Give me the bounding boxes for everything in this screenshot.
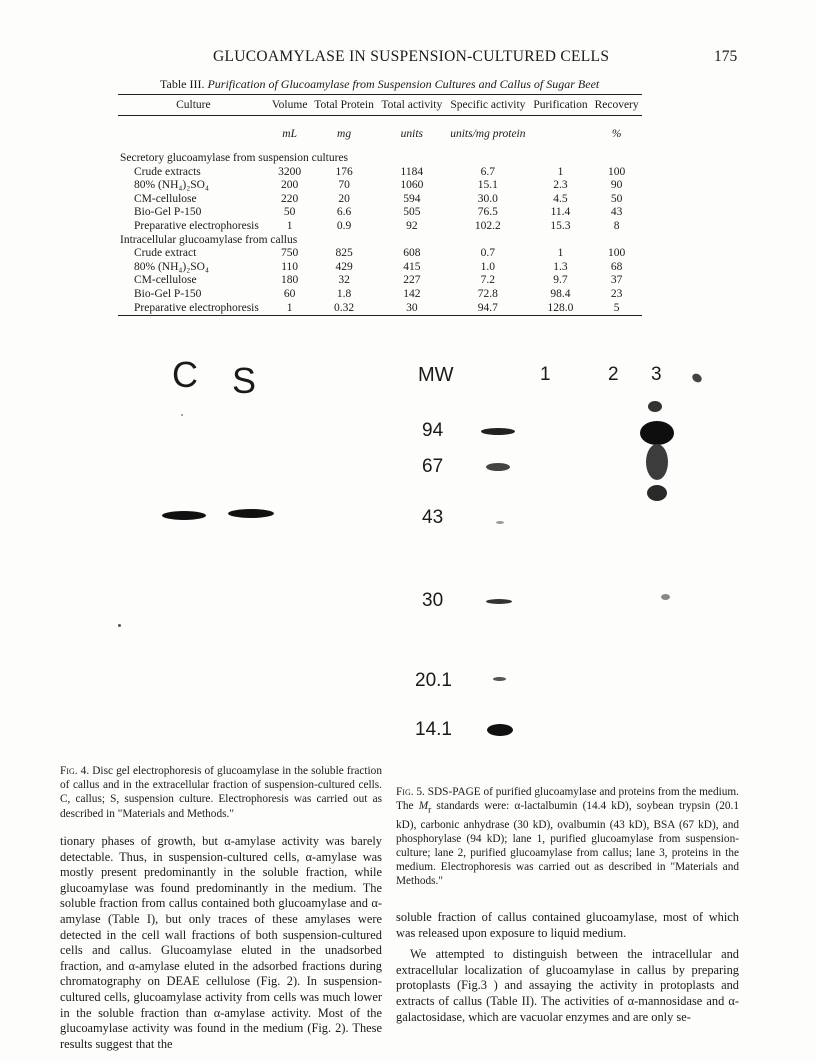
table-cell: 1184 (400, 165, 424, 178)
table-cell: 1 (557, 165, 564, 178)
fig5-marker-band-30 (486, 599, 512, 604)
row-label: CM-cellulose (134, 192, 197, 205)
body-paragraph: tionary phases of growth, but α-amylase activity was barely detectable. Thus, in suspension-cultured cells, α-amylase was mostly present predominantly in the soluble fraction, while glucoamylase was found predominantly in the medium. The soluble fraction from callus contained both glucoamylase and α-amylase (Table I), but only traces of these amylases were detected in the cell wall fractions of both suspension-cultured cells and callus. Glucoamylase eluted in the unadsorbed fraction, and α-amylase eluted in the adsorbed fractions during chromatography on DEAE cellulose (Fig. 2). In suspension-cultured cells, glucoamylase activity from cells was much lower in the soluble fraction than α-amylase activity. Most of the glucoamylase activity was found in the medium (Fig. 2). These results suggest that the (60, 834, 382, 1051)
table-cell: 1 (286, 219, 293, 232)
table-row (118, 206, 642, 220)
fig5-mw-30: 30 (422, 590, 444, 611)
table-cell: 23 (610, 287, 623, 300)
fig5-lane3-band (661, 594, 670, 600)
table-title: Purification of Glucoamylase from Suspension Cultures and Callus of Sugar Beet (207, 77, 600, 91)
fig5-lane3-band (691, 372, 704, 384)
table-cell: 4.5 (553, 192, 568, 205)
fig5-mw-94: 94 (422, 420, 444, 441)
fig5-caption-mr: M (418, 800, 429, 813)
fig5-mw-43: 43 (422, 507, 444, 528)
table-body (118, 152, 642, 316)
fig4-caption (60, 764, 382, 821)
column-header: Total activity (378, 95, 446, 116)
table-cell: 50 (610, 192, 623, 205)
row-label: Preparative electrophoresis (134, 219, 259, 232)
fig5-marker-band-67 (486, 463, 510, 471)
table-cell: 505 (403, 206, 421, 219)
fig4-speck (118, 624, 121, 627)
fig5-marker-band-14 (487, 724, 513, 736)
column-header: Purification (530, 95, 592, 116)
fig5-caption (396, 785, 739, 889)
table-cell: 60 (283, 287, 296, 300)
table-cell: 7.2 (480, 274, 496, 287)
table-cell: 1060 (400, 179, 424, 192)
fig4-caption-text: Disc gel electrophoresis of glucoamylase in the soluble fraction of callus and in the extracellular fraction of suspension-cultured cells. C, callus; S, suspension culture. Electrophoresis was carried out as described in "Materials and Methods." (60, 765, 382, 820)
column-header: Culture (118, 95, 269, 116)
body-left-column (60, 834, 382, 1052)
table-cell: 200 (281, 179, 299, 192)
table-header-row (118, 95, 642, 116)
body-paragraph: soluble fraction of callus contained glucoamylase, most of which was released upon exposure to liquid medium. (396, 910, 739, 940)
row-label: 80% (NH₄)₂SO₄ (134, 260, 209, 273)
body-right-column (396, 910, 739, 1025)
fig5-lane3-band (640, 421, 674, 445)
table-cell: 90 (610, 179, 623, 192)
fig5-lane-3-label: 3 (651, 364, 662, 385)
column-unit: mg (337, 128, 352, 140)
row-label: CM-cellulose (134, 274, 197, 287)
fig5-lane3-band (646, 444, 668, 480)
fig5-mw-14-1: 14.1 (415, 719, 452, 740)
table-cell: 15.1 (477, 179, 498, 192)
row-label: Crude extracts (134, 165, 201, 178)
fig4-speck (181, 414, 183, 416)
column-header: Recovery (591, 95, 642, 116)
table-cell: 0.9 (336, 219, 352, 232)
table-cell: 37 (610, 274, 623, 287)
fig4-band-c (162, 511, 206, 520)
table-row (118, 288, 642, 302)
fig5-lane3-band (648, 401, 662, 412)
table-cell: 220 (281, 192, 299, 205)
table-cell: 1.8 (336, 287, 352, 300)
fig4-band-s (228, 509, 274, 518)
row-label: Bio-Gel P-150 (134, 206, 202, 219)
table-row (118, 193, 642, 207)
table-section-row (118, 152, 642, 166)
fig5-mw-header: MW (418, 364, 454, 386)
table-cell: 429 (335, 260, 353, 273)
table-caption (160, 77, 599, 92)
table-cell: 5 (591, 302, 642, 316)
fig5-mw-67: 67 (422, 456, 444, 477)
table-cell: 1.3 (553, 260, 568, 273)
fig4-lane-label-c: C (172, 354, 198, 395)
fig5-caption-pre: SDS-PAGE of purified glucoamylase and proteins from the medium. The (396, 786, 739, 813)
column-unit: units/mg protein (450, 128, 526, 140)
table-cell: 1 (557, 247, 564, 260)
column-unit (118, 116, 269, 153)
fig4-caption-label: Fig. 4. (60, 765, 90, 777)
row-label: Bio-Gel P-150 (134, 287, 202, 300)
fig5-mw-20-1: 20.1 (415, 670, 452, 691)
column-header: Total Protein (311, 95, 378, 116)
table-label: Table III. (160, 77, 205, 91)
section-title: Secretory glucoamylase from suspension cultures (120, 152, 349, 164)
column-header: Volume (269, 95, 311, 116)
table-cell: 180 (281, 274, 299, 287)
table-cell: 142 (403, 287, 421, 300)
table-row (118, 220, 642, 234)
table-cell: 30.0 (477, 192, 498, 205)
table-section-row (118, 234, 642, 248)
table-cell: 32 (338, 274, 350, 287)
column-header: Specific activity (446, 95, 530, 116)
table-cell: 415 (403, 260, 421, 273)
table-cell: 43 (610, 206, 623, 219)
row-label: 80% (NH₄)₂SO₄ (134, 179, 209, 192)
fig5-caption-post: standards were: α-lactalbumin (14.4 kD), soybean trypsin (20.1 kD), carbonic anhydrase (30 kD), ovalbumin (43 kD), BSA (67 kD), and phosphorylase (94 kD); lane 1, purified glucoamylase from suspension-culture; lane 2, purified glucoamylase from callus; lane 3, proteins in the medium. Electrophoresis was carried out as described in "Materials and Methods." (396, 800, 739, 888)
body-paragraph: We attempted to distinguish between the intracellular and extracellular localization of glucoamylase in callus by preparing protoplasts (Fig.3 ) and assaying the activity in protoplasts and extracts of callus (Table II). The activities of α-mannosidase and α-galactosidase, which are vacuolar enzymes and are only se- (396, 947, 739, 1024)
fig5-marker-band-20 (493, 677, 506, 681)
table-row (118, 261, 642, 275)
fig5-marker-band-43 (496, 521, 504, 524)
column-unit (530, 116, 592, 153)
table-cell: 102.2 (474, 219, 501, 232)
table-cell: 50 (283, 206, 296, 219)
fig4-lane-label-s: S (232, 360, 257, 401)
table-cell: 68 (610, 260, 623, 273)
table-cell: 6.7 (480, 165, 496, 178)
fig5-marker-band-94 (481, 428, 515, 435)
table-cell: 92 (406, 219, 418, 232)
table-row (118, 179, 642, 193)
row-label: Preparative electrophoresis (118, 302, 269, 316)
table-cell: 594 (403, 192, 421, 205)
table-cell: 1 (269, 302, 311, 316)
table-row (118, 302, 642, 316)
column-unit: % (611, 128, 622, 140)
table-cell: 1.0 (480, 260, 496, 273)
table-cell: 2.3 (553, 179, 568, 192)
table-row (118, 247, 642, 261)
table-cell: 750 (281, 247, 299, 260)
table-cell: 72.8 (477, 287, 498, 300)
table-cell: 0.32 (311, 302, 378, 316)
table-cell: 110 (281, 260, 299, 273)
running-title: GLUCOAMYLASE IN SUSPENSION-CULTURED CELLS (213, 48, 610, 65)
table-cell: 94.7 (446, 302, 530, 316)
table-cell: 8 (613, 219, 620, 232)
table-cell: 98.4 (550, 287, 571, 300)
column-unit: units (400, 128, 423, 140)
section-title: Intracellular glucoamylase from callus (120, 233, 298, 246)
table-cell: 70 (338, 179, 350, 192)
fig5-lane3-band (647, 485, 667, 501)
row-label: Crude extract (134, 247, 197, 260)
fig5-caption-label: Fig. 5. (396, 786, 425, 798)
table-cell: 9.7 (553, 274, 568, 287)
page-number: 175 (714, 48, 738, 65)
table-cell: 15.3 (550, 219, 571, 232)
fig5-caption-mr-sub: r (428, 805, 432, 816)
table-cell: 608 (403, 247, 421, 260)
table-cell: 76.5 (477, 206, 498, 219)
table-row (118, 274, 642, 288)
table-cell: 6.6 (336, 206, 352, 219)
table-cell: 0.7 (480, 247, 496, 260)
table-units-row (118, 116, 642, 153)
table-cell: 30 (378, 302, 446, 316)
table-cell: 20 (338, 192, 350, 205)
fig5-lane-1-label: 1 (540, 364, 551, 385)
table-cell: 176 (335, 165, 353, 178)
table-cell: 3200 (278, 165, 302, 178)
table-row (118, 166, 642, 180)
table-cell: 100 (607, 165, 626, 178)
fig5-lane-2-label: 2 (608, 364, 619, 385)
purification-table (118, 94, 642, 316)
table-cell: 100 (607, 247, 626, 260)
table-cell: 11.4 (550, 206, 571, 219)
column-unit: mL (282, 128, 297, 140)
table-cell: 128.0 (530, 302, 592, 316)
table-cell: 825 (335, 247, 353, 260)
table-cell: 227 (403, 274, 421, 287)
